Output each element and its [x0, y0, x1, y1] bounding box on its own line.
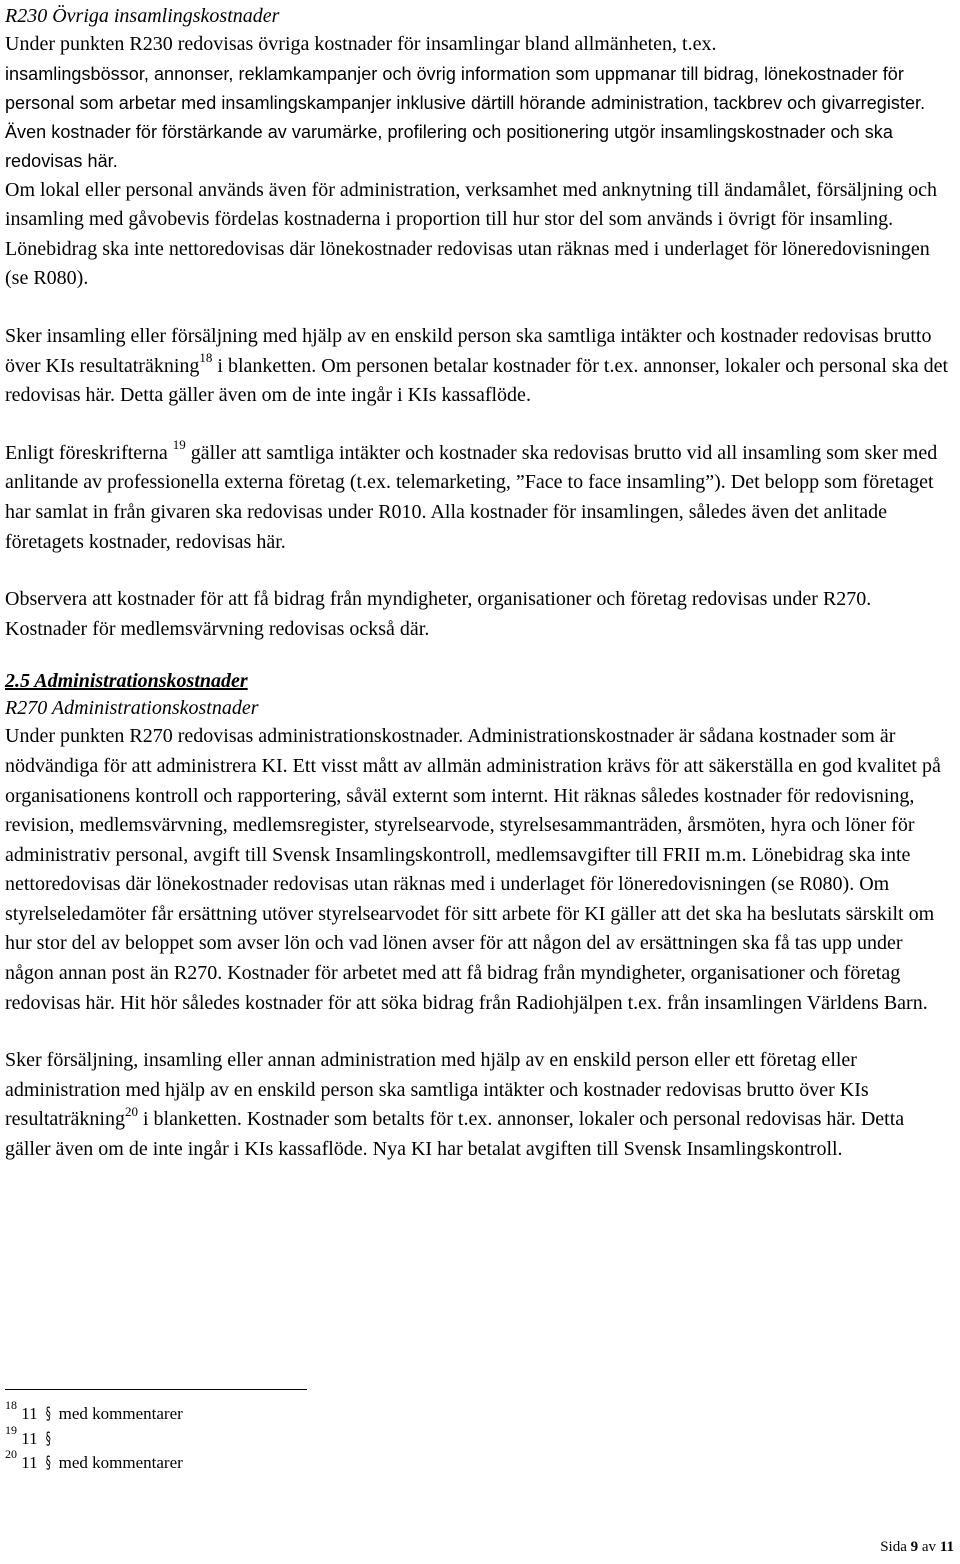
text-segment: Sker insamling eller försäljning med hjälp av en enskild person ska samtliga intäkter och kostnader redovisas brutto över KIs resultaträkning: [5, 324, 932, 377]
paragraph-sans: insamlingsbössor, annonser, reklamkampanjer och övrig information som uppmanar till bidrag, lönekostnader för personal som arbetar med insamlingskampanjer inklusive därtill hörande administration, tackbrev och givarregister. Även kostnader för förstärkande av varumärke, profilering och positionering utgör insamlingskostnader och ska redovisas här.: [5, 63, 926, 171]
text-segment: i blanketten. Om personen betalar kostnader för t.ex. annonser, lokaler och personal ska det redovisas här. Detta gäller även om de inte ingår i KIs kassaflöde.: [5, 354, 949, 407]
paragraph-enskild-person: [5, 322, 953, 411]
footer-sida-label: Sida: [880, 1539, 907, 1555]
footnote-paragraph-number: 11: [21, 1404, 38, 1423]
text-segment: Enligt föreskrifterna: [5, 441, 168, 464]
paragraph-foreskrifterna: [5, 439, 953, 557]
text-segment: Sker försäljning, insamling eller annan administration med hjälp av en enskild person eller ett företag eller administration med hjälp av en enskild person ska samtliga intäkter och kostnader redovisas brutto över KIs resultaträkning: [5, 1049, 869, 1131]
paragraph-r270: Under punkten R270 redovisas administrationskostnader. Administrationskostnader är sådana kostnader som är nödvändiga för att administrera KI. Ett visst mått av allmän administration krävs för att säkerställa en god kvalitet på organisationens kontroll och rapportering, såväl externt som internt. Hit räknas således kostnader för redovisning, revision, medlemsvärvning, medlemsregister, styrelsearvode, styrelsesammanträden, årsmöten, hyra och löner för administrativ personal, avgift till Svensk Insamlingskontroll, medlemsavgifter till FRII m.m. Lönebidrag ska inte nettoredovisas där lönekostnader redovisas utan räknas med i underlaget för löneredovisningen (se R080). Om styrelseledamöter får ersättning utöver styrelsearvodet för sitt arbete för KI gäller att det ska ha beslutats särskilt om hur stor del av beloppet som avser lön och vad lönen avser för att någon del av ersättningen ska få tas upp under någon annan post än R270. Kostnader för arbetet med att få bidrag från myndigheter, organisationer och företag redovisas här. Hit hör således kostnader för att söka bidrag från Radiohjälpen t.ex. från insamlingen Världens Barn.: [5, 725, 941, 1014]
footnote-paragraph-number: 11: [21, 1428, 38, 1448]
footnote-ref-20: 20: [124, 1103, 138, 1119]
paragraph-lead: Under punkten R230 redovisas övriga kostnader för insamlingar bland allmänheten, t.ex.: [5, 33, 717, 55]
footnote-item: [5, 1398, 183, 1427]
footer-av-label: av: [921, 1539, 937, 1555]
text-segment: i blanketten. Kostnader som betalts för t.ex. annonser, lokaler och personal redovisas här. Detta gäller även om de inte ingår i KIs kassaflöde. Nya KI har betalat avgiften till Svensk Insamlingskontroll.: [5, 1108, 905, 1161]
section-sign-icon: §: [45, 1453, 51, 1473]
footnote-number: 20: [5, 1447, 17, 1462]
footnote-ref-19: 19: [172, 437, 186, 453]
page-footer: [880, 1539, 954, 1556]
section-title-r230: R230 Övriga insamlingskostnader: [5, 5, 280, 27]
footnote-note: med kommentarer: [58, 1404, 183, 1423]
section-title-r270: R270 Administrationskostnader: [5, 697, 259, 720]
section-sign-icon: §: [45, 1404, 51, 1424]
footnote-paragraph-number: 11: [21, 1453, 38, 1472]
paragraph-observera: Observera att kostnader för att få bidrag från myndigheter, organisationer och företag redovisas under R270. Kostnader för medlemsvärvning redovisas också där.: [5, 588, 872, 640]
heading-administrationskostnader: 2.5 Administrationskostnader: [5, 670, 248, 693]
footnote-number: 18: [5, 1398, 17, 1413]
footnotes: [5, 1398, 183, 1476]
footnote-note: med kommentarer: [58, 1453, 183, 1472]
paragraph-forsaljning: [5, 1046, 953, 1164]
paragraph-serif: Om lokal eller personal används även för administration, verksamhet med anknytning till ändamålet, försäljning och insamling med gåvobevis fördelas kostnaderna i proportion till hur stor del som används i övrigt för insamling. Lönebidrag ska inte nettoredovisas där lönekostnader redovisas utan räknas med i underlaget för löneredovisningen (se R080).: [5, 178, 937, 290]
footnote-divider: [5, 1389, 307, 1390]
footer-page-number: 9: [910, 1539, 919, 1555]
footnote-item: [5, 1447, 183, 1476]
document-page: [5, 0, 953, 1165]
footnote-number: 19: [5, 1422, 17, 1437]
footer-total-pages: 11: [939, 1539, 954, 1555]
footnote-item: [5, 1422, 183, 1452]
text-segment: gäller att samtliga intäkter och kostnader ska redovisas brutto vid all insamling som sker med anlitande av professionella externa företag (t.ex. telemarketing, ”Face to face insamling”). Det belopp som företaget har samlat in från givaren ska redovisas under R010. Alla kostnader för insamlingen, således även det anlitade företagets kostnader, redovisas här.: [5, 441, 938, 553]
footnote-ref-18: 18: [199, 349, 213, 365]
section-sign-icon: §: [45, 1428, 51, 1449]
